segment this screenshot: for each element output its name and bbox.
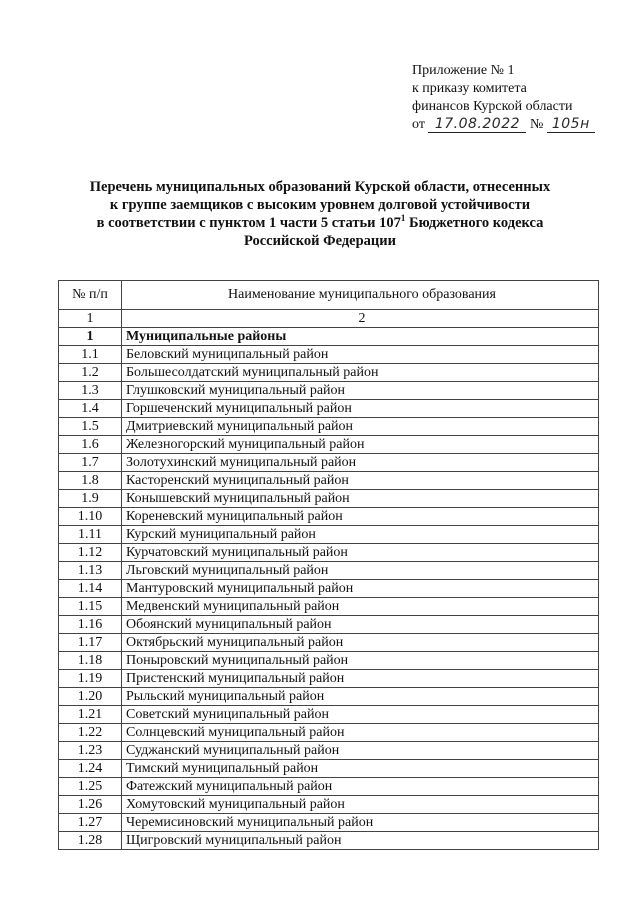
- group-row: [59, 328, 599, 346]
- table-row: [59, 346, 599, 364]
- row-number: 1.26: [59, 796, 122, 814]
- table-row: [59, 400, 599, 418]
- row-municipality-name: Обоянский муниципальный район: [122, 616, 599, 634]
- table-row: [59, 544, 599, 562]
- table-row: [59, 508, 599, 526]
- table-row: [59, 706, 599, 724]
- table-row: [59, 742, 599, 760]
- row-municipality-name: Курчатовский муниципальный район: [122, 544, 599, 562]
- title-superscript: 1: [400, 213, 406, 224]
- row-number: 1.25: [59, 778, 122, 796]
- table-row: [59, 472, 599, 490]
- row-municipality-name: Конышевский муниципальный район: [122, 490, 599, 508]
- row-number: 1.13: [59, 562, 122, 580]
- row-number: 1.4: [59, 400, 122, 418]
- group-num: 1: [59, 328, 122, 346]
- row-municipality-name: Дмитриевский муниципальный район: [122, 418, 599, 436]
- table-row: [59, 814, 599, 832]
- col-index-num: 1: [59, 310, 122, 328]
- row-municipality-name: Железногорский муниципальный район: [122, 436, 599, 454]
- row-municipality-name: Тимский муниципальный район: [122, 760, 599, 778]
- row-municipality-name: Золотухинский муниципальный район: [122, 454, 599, 472]
- row-municipality-name: Глушковский муниципальный район: [122, 382, 599, 400]
- appendix-block: [412, 62, 595, 134]
- row-municipality-name: Щигровский муниципальный район: [122, 832, 599, 850]
- date-value: 17.08.2022: [428, 117, 526, 133]
- row-municipality-name: Мантуровский муниципальный район: [122, 580, 599, 598]
- row-number: 1.8: [59, 472, 122, 490]
- title-line-4: Российской Федерации: [243, 233, 396, 249]
- table-row: [59, 688, 599, 706]
- header-name: Наименование муниципального образования: [122, 281, 599, 310]
- table-row: [59, 598, 599, 616]
- title-line-2: к группе заемщиков с высоким уровнем долговой устойчивости: [109, 197, 531, 213]
- table-row: [59, 382, 599, 400]
- row-number: 1.2: [59, 364, 122, 382]
- document-title: [60, 178, 580, 250]
- table-row: [59, 364, 599, 382]
- row-municipality-name: Солнцевский муниципальный район: [122, 724, 599, 742]
- title-line-3-main: в соответствии с пунктом 1 части 5 статьи 107: [96, 215, 401, 231]
- table-header-row: [59, 281, 599, 310]
- col-index-name: 2: [122, 310, 599, 328]
- row-municipality-name: Медвенский муниципальный район: [122, 598, 599, 616]
- row-number: 1.20: [59, 688, 122, 706]
- row-municipality-name: Поныровский муниципальный район: [122, 652, 599, 670]
- table-row: [59, 616, 599, 634]
- table-row: [59, 760, 599, 778]
- table-row: [59, 724, 599, 742]
- row-number: 1.9: [59, 490, 122, 508]
- table-row: [59, 418, 599, 436]
- header-num: № п/п: [59, 281, 122, 310]
- number-prefix: №: [529, 117, 544, 132]
- row-number: 1.28: [59, 832, 122, 850]
- table-row: [59, 832, 599, 850]
- table-row: [59, 634, 599, 652]
- column-index-row: [59, 310, 599, 328]
- table-body: [59, 281, 599, 850]
- title-line-3-tail: Бюджетного кодекса: [405, 215, 544, 231]
- row-municipality-name: Октябрьский муниципальный район: [122, 634, 599, 652]
- row-number: 1.3: [59, 382, 122, 400]
- row-number: 1.1: [59, 346, 122, 364]
- row-municipality-name: Кореневский муниципальный район: [122, 508, 599, 526]
- table-row: [59, 436, 599, 454]
- row-municipality-name: Касторенский муниципальный район: [122, 472, 599, 490]
- row-number: 1.16: [59, 616, 122, 634]
- table-row: [59, 454, 599, 472]
- row-municipality-name: Курский муниципальный район: [122, 526, 599, 544]
- row-number: 1.11: [59, 526, 122, 544]
- row-municipality-name: Хомутовский муниципальный район: [122, 796, 599, 814]
- row-municipality-name: Большесолдатский муниципальный район: [122, 364, 599, 382]
- row-number: 1.6: [59, 436, 122, 454]
- row-number: 1.19: [59, 670, 122, 688]
- row-municipality-name: Рыльский муниципальный район: [122, 688, 599, 706]
- row-number: 1.18: [59, 652, 122, 670]
- row-number: 1.22: [59, 724, 122, 742]
- row-number: 1.27: [59, 814, 122, 832]
- row-number: 1.10: [59, 508, 122, 526]
- table-row: [59, 670, 599, 688]
- appendix-line-3: финансов Курской области: [412, 99, 573, 114]
- row-municipality-name: Советский муниципальный район: [122, 706, 599, 724]
- table-row: [59, 490, 599, 508]
- row-municipality-name: Льговский муниципальный район: [122, 562, 599, 580]
- row-number: 1.24: [59, 760, 122, 778]
- row-number: 1.17: [59, 634, 122, 652]
- row-number: 1.21: [59, 706, 122, 724]
- appendix-date-line: [412, 116, 595, 134]
- table-row: [59, 526, 599, 544]
- table-row: [59, 580, 599, 598]
- title-line-3: [60, 214, 580, 232]
- group-name: Муниципальные районы: [122, 328, 599, 346]
- table-row: [59, 562, 599, 580]
- row-number: 1.23: [59, 742, 122, 760]
- row-municipality-name: Суджанский муниципальный район: [122, 742, 599, 760]
- row-municipality-name: Горшеченский муниципальный район: [122, 400, 599, 418]
- row-municipality-name: Черемисиновский муниципальный район: [122, 814, 599, 832]
- row-number: 1.14: [59, 580, 122, 598]
- row-number: 1.12: [59, 544, 122, 562]
- municipalities-table: [58, 280, 599, 850]
- table-row: [59, 652, 599, 670]
- row-municipality-name: Пристенский муниципальный район: [122, 670, 599, 688]
- row-number: 1.7: [59, 454, 122, 472]
- table-row: [59, 796, 599, 814]
- row-municipality-name: Беловский муниципальный район: [122, 346, 599, 364]
- date-prefix: от: [412, 117, 425, 132]
- appendix-line-1: Приложение № 1: [412, 63, 515, 78]
- row-municipality-name: Фатежский муниципальный район: [122, 778, 599, 796]
- table-row: [59, 778, 599, 796]
- title-line-1: Перечень муниципальных образований Курской области, отнесенных: [89, 179, 551, 195]
- number-value: 105н: [547, 117, 595, 133]
- appendix-line-2: к приказу комитета: [412, 81, 527, 96]
- row-number: 1.5: [59, 418, 122, 436]
- row-number: 1.15: [59, 598, 122, 616]
